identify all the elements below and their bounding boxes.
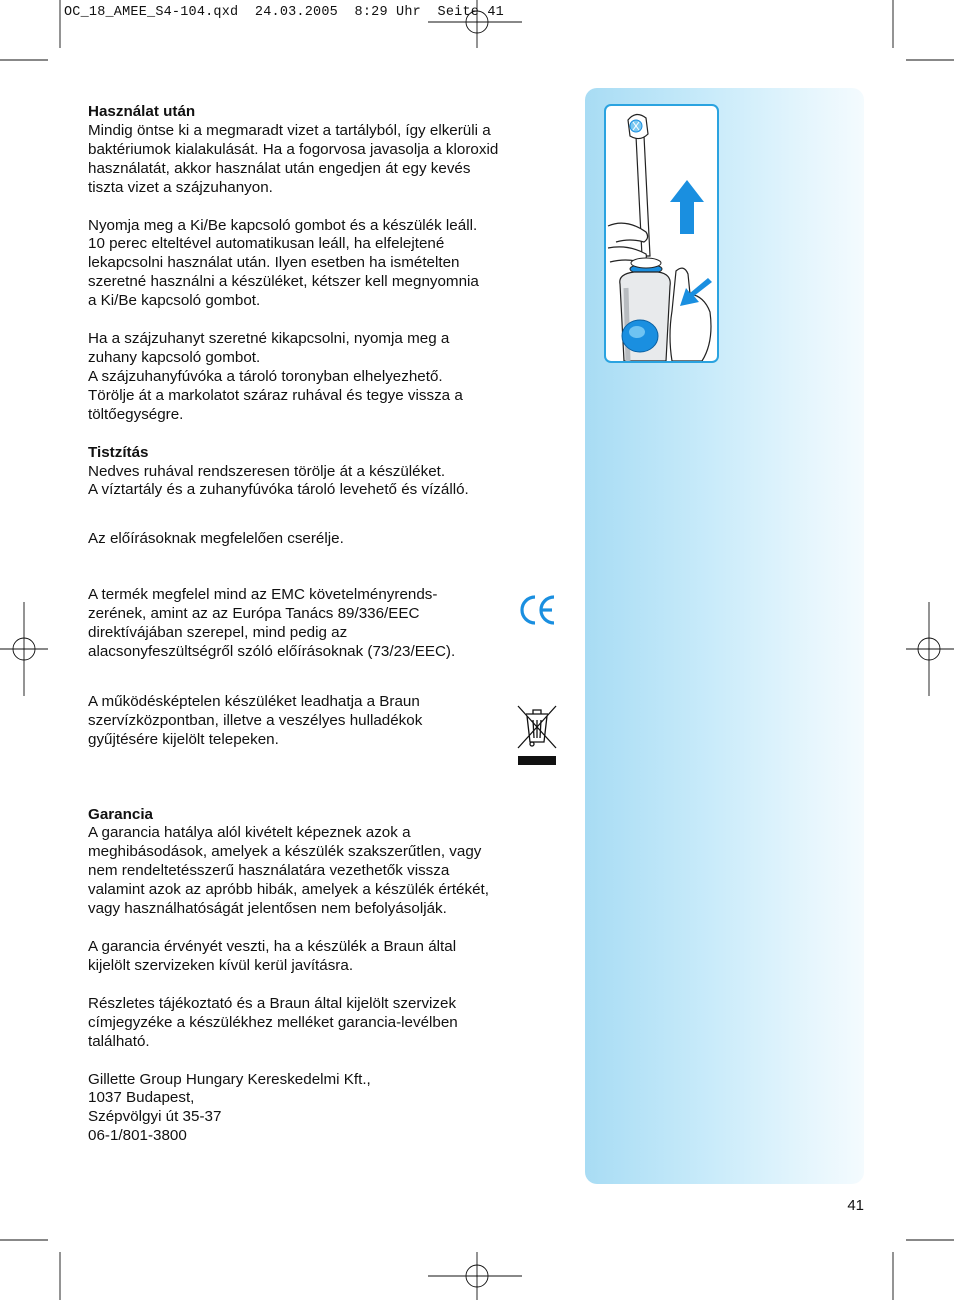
registration-mark-top [428,0,522,48]
paragraph: A garancia hatálya alól kivételt képeznek azok a meghibásodások, amelyek a készülék szakszerűtlen, vagy nem rendeltetésszerű használatára vezethetők vissza valamint azok az apróbb hibák, amelyek a készülék értékét, vagy használhatóságát jelentősen nem befolyásolják. [88,824,489,918]
print-slug-line: OC_18_AMEE_S4-104.qxd 24.03.2005 8:29 Uhr Seite 41 [64,5,504,20]
paragraph: Mindig öntse ki a megmaradt vizet a tartályból, így elkerüli a baktériumok kialakulását. Ha a fogorvosa javasolja a kloroxid használatát, akkor használat után engedjen át egy kevés tiszta vizet a szájzuhanyon. [88,121,499,196]
paragraph: Részletes tájékoztató és a Braun által kijelölt szervizek címjegyzéke a készülékhez melléket garancia-levélben található. [88,994,458,1050]
paragraph: Nedves ruhával rendszeresen törölje át a készüléket. A víztartály és a zuhanyfúvóka tároló levehető és vízálló. [88,462,469,499]
paragraph: Nyomja meg a Ki/Be kapcsoló gombot és a készülék leáll. 10 perec elteltével automatikusan leáll, ha elfelejtené lekapcsolni használat után. Ilyen esetben ha ismételten szeretné használni a készüléket, kétszer kell megnyomnia a Ki/Be kapcsoló gombot. [88,216,479,310]
registration-mark-right [906,602,954,696]
crossed-out-wheelie-bin-icon [516,704,558,766]
instruction-text-column [88,103,563,1146]
section-heading-cleaning: Tistzítás [88,443,149,461]
page-number: 41 [847,1197,864,1214]
disposal-text: A működésképtelen készüléket leadhatja a Braun szervízközpontban, illetve a veszélyes hulladékok gyűjtésére kijelölt telepeken. [88,692,423,748]
registration-mark-left [0,602,48,696]
paragraph: Ha a szájzuhanyt szeretné kikapcsolni, nyomja meg a zuhany kapcsoló gombot. A szájzuhanyfúvóka a tároló toronyban elhelyezhető. Törölje át a markolatot száraz ruhával és tegye vissza a töltőegységre. [88,330,463,423]
paragraph: Az előírásoknak megfelelően cserélje. [88,530,344,548]
section-heading-after-use: Használat után [88,103,196,120]
paragraph: A garancia érvényét veszti, ha a készülék a Braun által kijelölt szervizeken kívül kerül javításra. [88,938,457,974]
ce-compliance-text: A termék megfelel mind az EMC követelményrends- zerének, amint az az Európa Tanács 89/336/EEC direktívájában szerepel, mind pedig az alacsonyfeszültségről szóló előírásoknak (73/23/EEC). [88,586,456,660]
section-heading-warranty: Garancia [88,805,154,823]
address-block: Gillette Group Hungary Kereskedelmi Kft., 1037 Budapest, Szépvölgyi út 35-37 06-1/801-3800 [88,1070,371,1145]
registration-mark-bottom [428,1252,522,1300]
oral-irrigator-illustration [604,104,719,363]
ce-mark-icon [517,592,557,628]
oral-irrigator-handle-icon [606,106,717,361]
